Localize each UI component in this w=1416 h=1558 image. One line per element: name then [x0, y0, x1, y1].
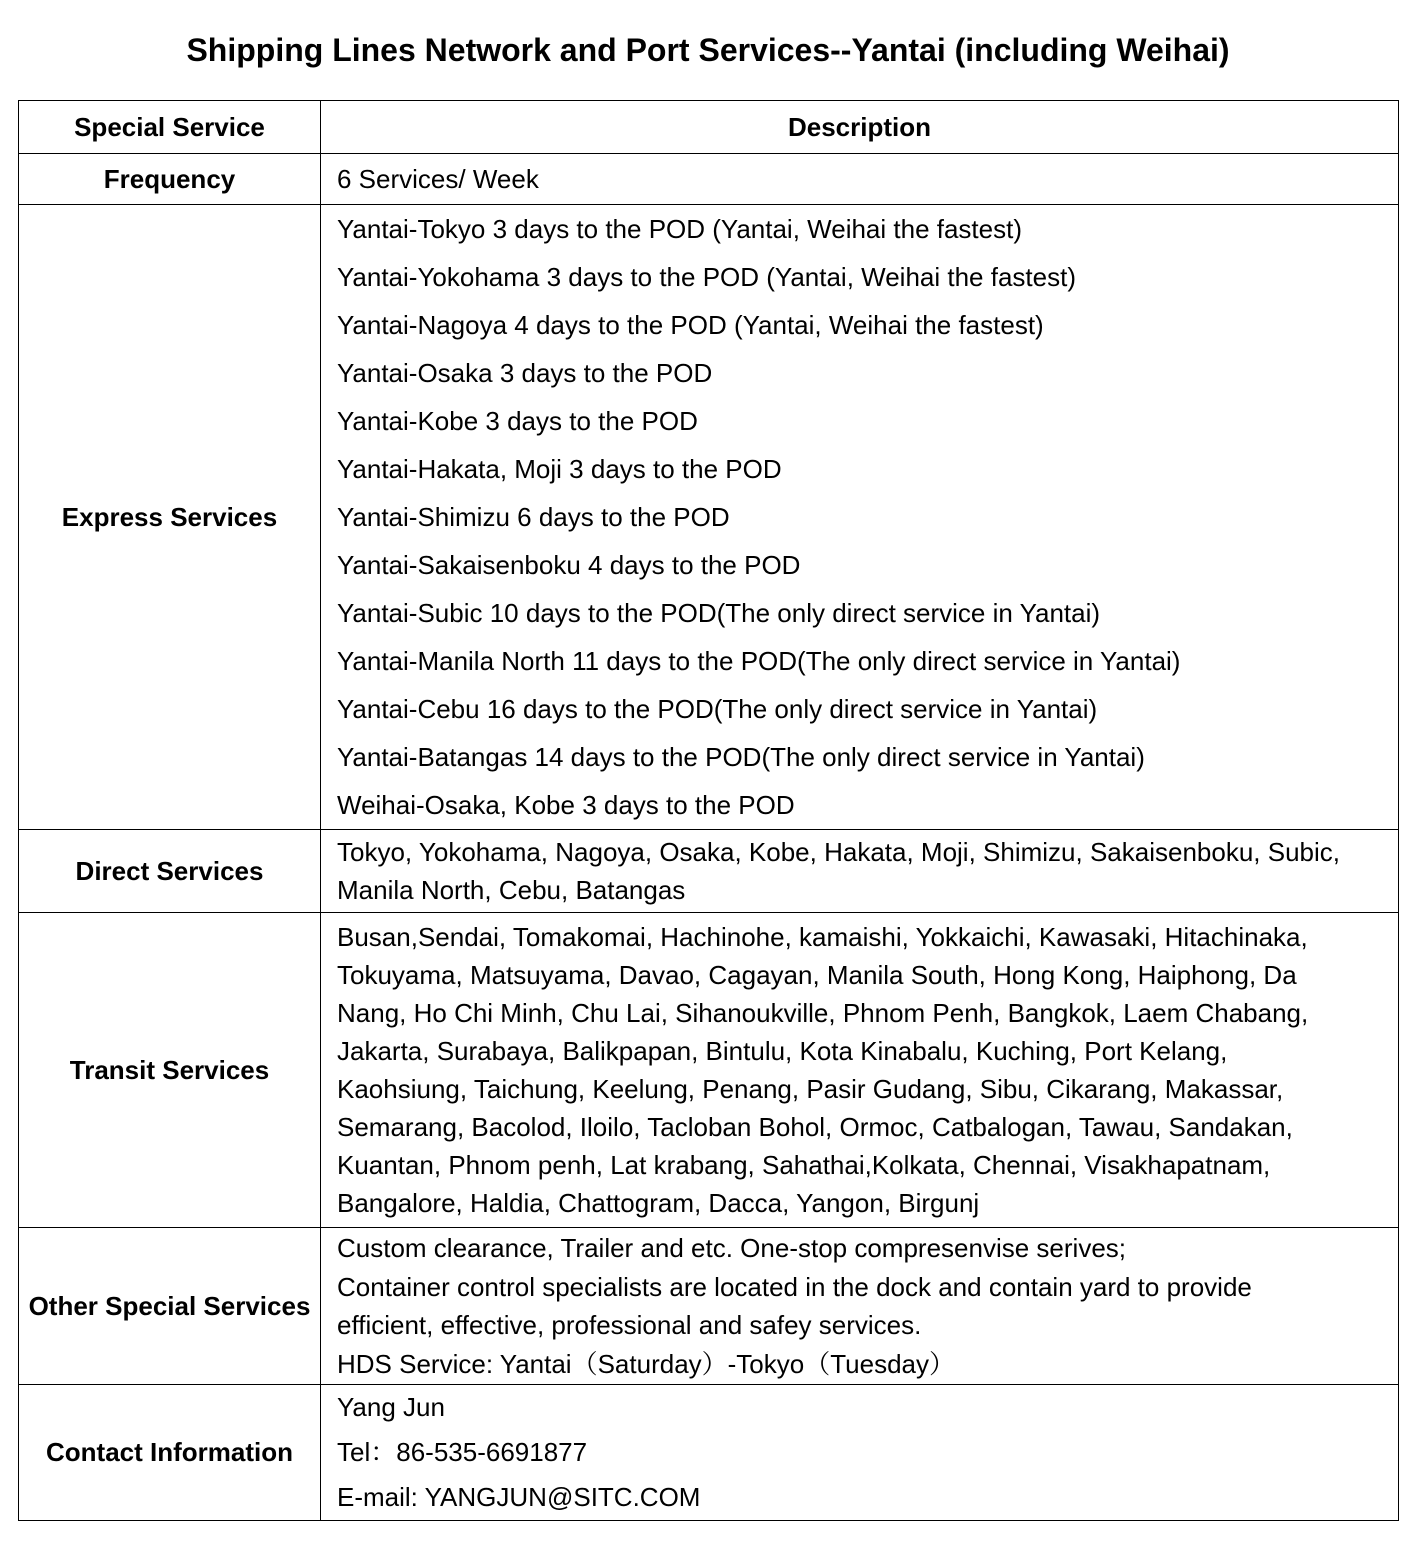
table-row-direct [19, 830, 1399, 913]
express-line: Yantai-Hakata, Moji 3 days to the POD [337, 454, 782, 484]
other-line: Custom clearance, Trailer and etc. One-stop compresenvise serives; [337, 1233, 1127, 1263]
other-label: Other Special Services [19, 1228, 321, 1385]
express-line: Yantai-Cebu 16 days to the POD(The only direct service in Yantai) [337, 694, 1098, 724]
transit-line: Tokuyama, Matsuyama, Davao, Cagayan, Manila South, Hong Kong, Haiphong, Da [337, 960, 1297, 990]
table-row-other [19, 1228, 1399, 1385]
express-label: Express Services [19, 205, 321, 830]
transit-line: Kuantan, Phnom penh, Lat krabang, Sahathai,Kolkata, Chennai, Visakhapatnam, [337, 1150, 1271, 1180]
frequency-value: 6 Services/ Week [321, 154, 1399, 205]
other-line: HDS Service: Yantai（Saturday）-Tokyo（Tuesday） [337, 1348, 955, 1379]
header-special-service: Special Service [19, 101, 321, 154]
direct-line: Tokyo, Yokohama, Nagoya, Osaka, Kobe, Hakata, Moji, Shimizu, Sakaisenboku, Subic, [337, 837, 1340, 867]
contact-label: Contact Information [19, 1385, 321, 1521]
transit-label: Transit Services [19, 913, 321, 1228]
direct-description [321, 830, 1399, 913]
express-description [321, 205, 1399, 830]
express-line: Yantai-Batangas 14 days to the POD(The only direct service in Yantai) [337, 742, 1145, 772]
transit-line: Nang, Ho Chi Minh, Chu Lai, Sihanoukville, Phnom Penh, Bangkok, Laem Chabang, [337, 998, 1309, 1028]
other-description [321, 1228, 1399, 1385]
other-line: efficient, effective, professional and safey services. [337, 1310, 922, 1340]
header-description: Description [321, 101, 1399, 154]
transit-line: Bangalore, Haldia, Chattogram, Dacca, Yangon, Birgunj [337, 1188, 980, 1218]
frequency-label: Frequency [19, 154, 321, 205]
transit-line: Busan,Sendai, Tomakomai, Hachinohe, kamaishi, Yokkaichi, Kawasaki, Hitachinaka, [337, 922, 1308, 952]
express-line: Yantai-Osaka 3 days to the POD [337, 358, 713, 388]
express-line: Yantai-Sakaisenboku 4 days to the POD [337, 550, 801, 580]
transit-line: Jakarta, Surabaya, Balikpapan, Bintulu, Kota Kinabalu, Kuching, Port Kelang, [337, 1036, 1228, 1066]
transit-line: Semarang, Bacolod, Iloilo, Tacloban Bohol, Ormoc, Catbalogan, Tawau, Sandakan, [337, 1112, 1293, 1142]
contact-description [321, 1385, 1399, 1521]
express-line: Yantai-Nagoya 4 days to the POD (Yantai, Weihai the fastest) [337, 310, 1044, 340]
express-line: Yantai-Yokohama 3 days to the POD (Yantai, Weihai the fastest) [337, 262, 1076, 292]
contact-tel: Tel：86-535-6691877 [337, 1437, 588, 1467]
services-table [18, 100, 1399, 1521]
direct-line: Manila North, Cebu, Batangas [337, 875, 686, 905]
page-title: Shipping Lines Network and Port Services--Yantai (including Weihai) [186, 32, 1230, 68]
transit-description [321, 913, 1399, 1228]
table-row-express [19, 205, 1399, 830]
direct-label: Direct Services [19, 830, 321, 913]
table-row-transit [19, 913, 1399, 1228]
contact-email: E-mail: YANGJUN@SITC.COM [337, 1482, 701, 1512]
other-line: Container control specialists are located in the dock and contain yard to provide [337, 1271, 1252, 1302]
table-row-contact [19, 1385, 1399, 1521]
express-line: Yantai-Shimizu 6 days to the POD [337, 502, 730, 532]
express-line: Yantai-Tokyo 3 days to the POD (Yantai, Weihai the fastest) [337, 214, 1023, 244]
express-line: Weihai-Osaka, Kobe 3 days to the POD [337, 790, 795, 820]
table-header-row [19, 101, 1399, 154]
express-line: Yantai-Manila North 11 days to the POD(The only direct service in Yantai) [337, 646, 1181, 676]
express-line: Yantai-Kobe 3 days to the POD [337, 406, 698, 436]
transit-line: Kaohsiung, Taichung, Keelung, Penang, Pasir Gudang, Sibu, Cikarang, Makassar, [337, 1074, 1284, 1104]
express-line: Yantai-Subic 10 days to the POD(The only direct service in Yantai) [337, 598, 1101, 628]
table-row-frequency [19, 154, 1399, 205]
contact-name: Yang Jun [337, 1392, 445, 1422]
